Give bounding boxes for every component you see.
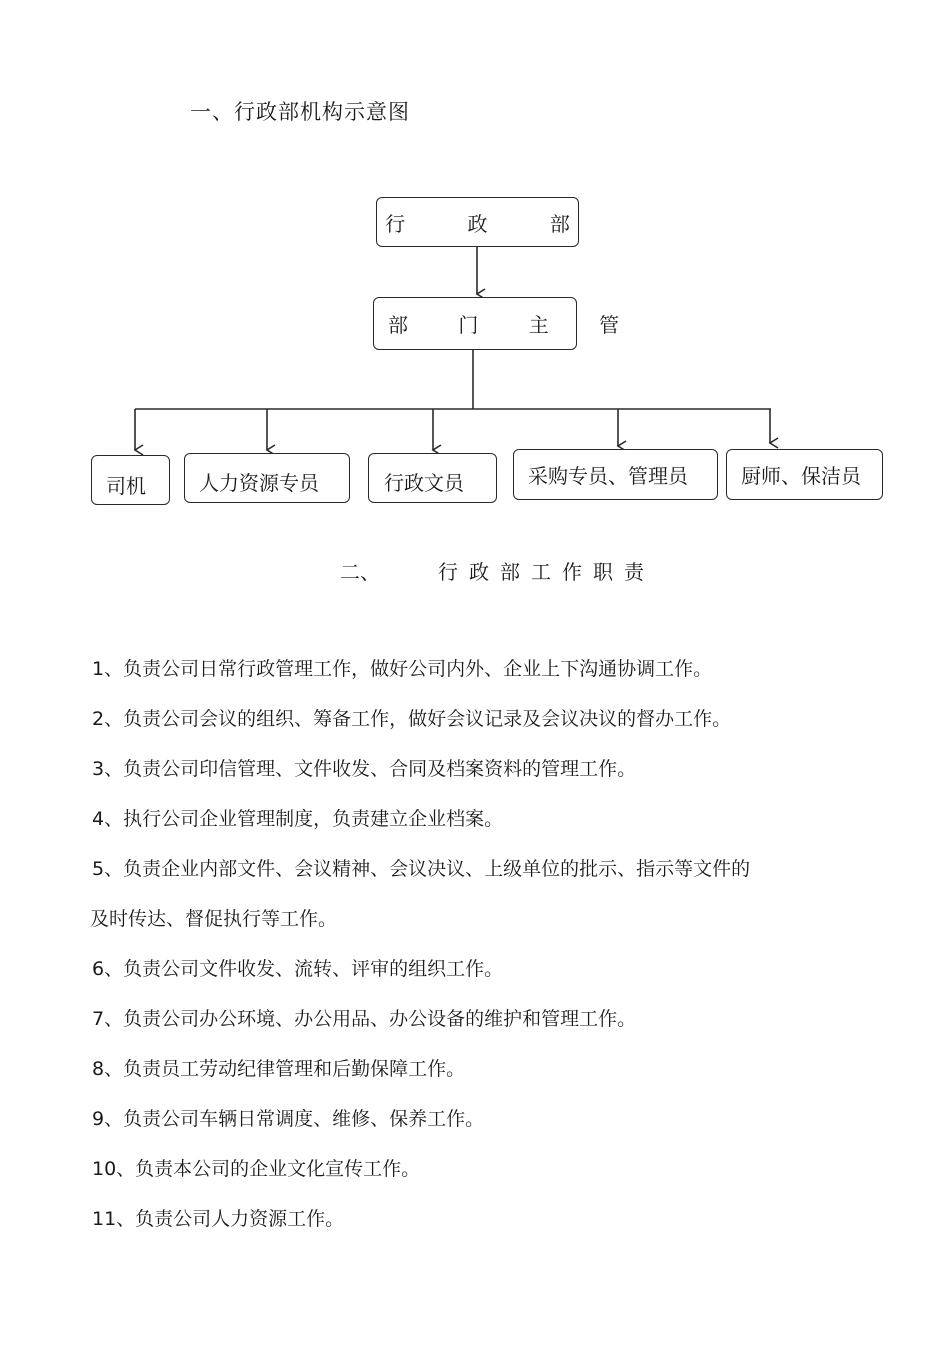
section-heading-org-chart: 一、行政部机构示意图 bbox=[190, 100, 410, 124]
section-heading-text: 行政部工作职责 bbox=[438, 560, 655, 584]
org-node-supervisor: 部 门 主 管 bbox=[373, 297, 577, 350]
org-node-hr-specialist: 人力资源专员 bbox=[184, 453, 350, 503]
org-node-driver: 司机 bbox=[91, 455, 170, 505]
duty-item: 10、负责本公司的企业文化宣传工作。 bbox=[92, 1158, 421, 1180]
org-chart bbox=[0, 0, 950, 540]
duty-item: 8、负责员工劳动纪律管理和后勤保障工作。 bbox=[92, 1058, 466, 1080]
duty-item: 1、负责公司日常行政管理工作，做好公司内外、企业上下沟通协调工作。 bbox=[92, 658, 713, 680]
org-node-root: 行 政 部 bbox=[376, 197, 579, 247]
duty-item: 5、负责企业内部文件、会议精神、会议决议、上级单位的批示、指示等文件的 bbox=[92, 858, 751, 880]
duty-item: 2、负责公司会议的组织、筹备工作，做好会议记录及会议决议的督办工作。 bbox=[92, 708, 732, 730]
org-node-chef-cleaner: 厨师、保洁员 bbox=[726, 449, 883, 500]
duty-item: 11、负责公司人力资源工作。 bbox=[92, 1208, 345, 1230]
section-heading-duties bbox=[340, 556, 655, 585]
duty-item: 7、负责公司办公环境、办公用品、办公设备的维护和管理工作。 bbox=[92, 1008, 637, 1030]
duties-list bbox=[92, 644, 882, 1244]
duty-item: 4、执行公司企业管理制度，负责建立企业档案。 bbox=[92, 808, 504, 830]
duty-item: 9、负责公司车辆日常调度、维修、保养工作。 bbox=[92, 1108, 485, 1130]
duty-item: 6、负责公司文件收发、流转、评审的组织工作。 bbox=[92, 958, 504, 980]
section-heading-number: 二、 bbox=[340, 560, 380, 584]
org-node-purchasing-manager: 采购专员、管理员 bbox=[513, 449, 718, 500]
duty-item: 3、负责公司印信管理、文件收发、合同及档案资料的管理工作。 bbox=[92, 758, 637, 780]
duty-item-continuation: 及时传达、督促执行等工作。 bbox=[90, 908, 338, 930]
org-node-admin-clerk: 行政文员 bbox=[368, 453, 497, 503]
